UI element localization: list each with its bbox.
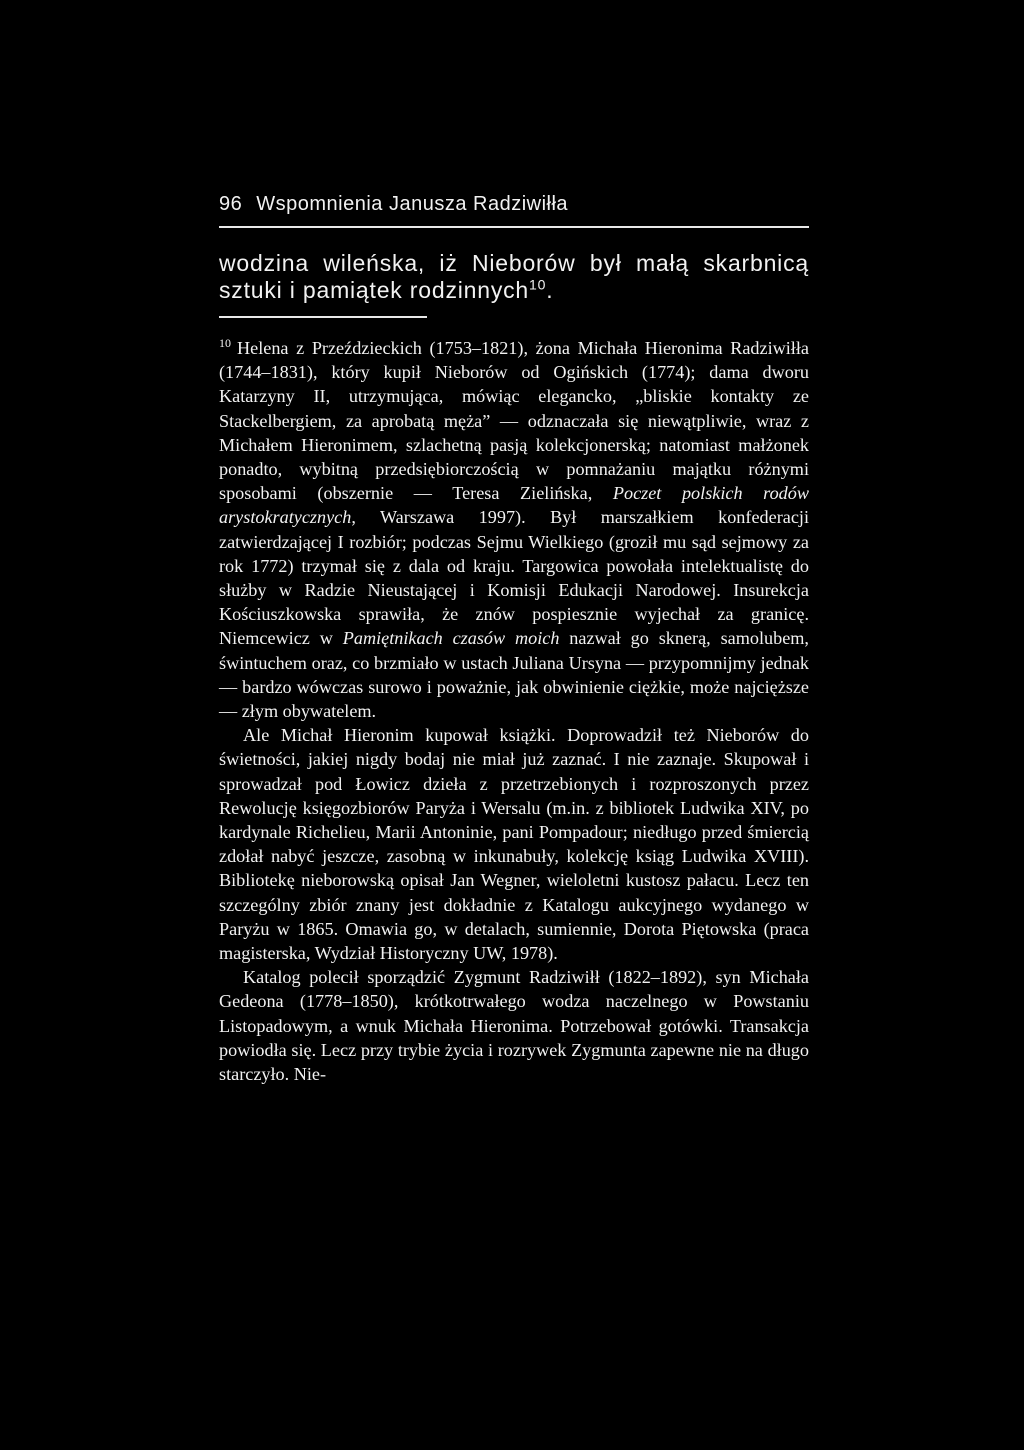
book-page xyxy=(219,190,809,1086)
footnote-text: , Warszawa 1997). Był marszałkiem konfederacji zatwierdzającej I rozbiór; podczas Sejmu Wielkiego (groził mu sąd sejmowy za rok 1772) trzymał się z dala od kraju. Targowica powołała intelektualistę do służby w Radzie Nieustającej i Komisji Edukacji Narodowej. Insurekcja Kościuszkowska sprawiła, że znów pospiesznie wyjechał za granicę. Niemcewicz w xyxy=(219,507,809,649)
footnote-number: 10 xyxy=(219,335,231,350)
footnote-reference[interactable]: 10 xyxy=(529,276,547,293)
main-text-end: . xyxy=(546,277,554,303)
main-text xyxy=(219,250,809,304)
book-title: Pamiętnikach czasów moich xyxy=(342,628,560,649)
footnote-text: nazwał go sknerą, samolubem, świntuchem oraz, co brzmiało w ustach Juliana Ursyna — przypomnijmy jednak — bardzo wówczas surowo i poważnie, jak obwinienie ciężkie, może najcięższe — złym obywatelem. xyxy=(219,628,809,722)
footnote-paragraph-2 xyxy=(219,723,809,965)
footnote-paragraph-3 xyxy=(219,965,809,1086)
running-head-title: Wspomnienia Janusza Radziwiłła xyxy=(256,193,569,215)
page-number: 96 xyxy=(219,193,243,215)
footnote-paragraph-1 xyxy=(219,336,809,723)
running-head xyxy=(219,190,809,218)
footnote-text: Katalog polecił sporządzić Zygmunt Radziwiłł (1822–1892), syn Michała Gedeona (1778–1850), krótkotrwałego wodza naczelnego w Powstaniu Listopadowym, a wnuk Michała Hieronima. Potrzebował gotówki. Transakcja powiodła się. Lecz przy trybie życia i rozrywek Zygmunta zapewne nie na długo starczyło. Nie- xyxy=(219,967,809,1085)
footnote-text: Ale Michał Hieronim kupował książki. Doprowadził też Nieborów do świetności, jakiej nigdy bodaj nie miał już zaznać. I nie zaznaje. Skupował i sprowadzał pod Łowicz dzieła z przetrzebionych i rozproszonych przez Rewolucję księgozbiorów Paryża i Wersalu (m.in. z bibliotek Ludwika XIV, po kardynale Richelieu, Marii Antoninie, pani Pompadour; niedługo przed śmiercią zdołał nabyć jeszcze, zasobną w inkunabuły, kolekcję ksiąg Ludwika XVIII). Bibliotekę nieborowską opisał Jan Wegner, wieloletni kustosz pałacu. Lecz ten szczególny zbiór znany jest dokładnie z Katalogu aukcyjnego wydanego w Paryżu w 1865. Omawia go, w detalach, sumiennie, Dorota Piętowska (praca magisterska, Wydział Historyczny UW, 1978). xyxy=(219,725,809,964)
header-rule xyxy=(219,226,809,228)
footnote-rule xyxy=(219,316,427,318)
book-title: Poczet polskich rodów arystokratycznych xyxy=(219,483,809,528)
main-text-content: wodzina wileńska, iż Nieborów był małą skarbnicą sztuki i pamiątek rodzinnych xyxy=(219,250,809,303)
footnote-text: Helena z Przeździeckich (1753–1821), żona Michała Hieronima Radziwiłła (1744–1831), który kupił Nieborów od Ogińskich (1774); dama dworu Katarzyny II, utrzymująca, mówiąc elegancko, „bliskie kontakty ze Stackelbergiem, za aprobatą męża” — odznaczała się niewątpliwie, wraz z Michałem Hieronimem, szlachetną pasją kolekcjonerską; natomiast małżonek ponadto, wybitną przedsiębiorczością w pomnażaniu majątku różnymi sposobami (obszernie — Teresa Zielińska, xyxy=(219,338,809,504)
footnotes xyxy=(219,336,809,1086)
